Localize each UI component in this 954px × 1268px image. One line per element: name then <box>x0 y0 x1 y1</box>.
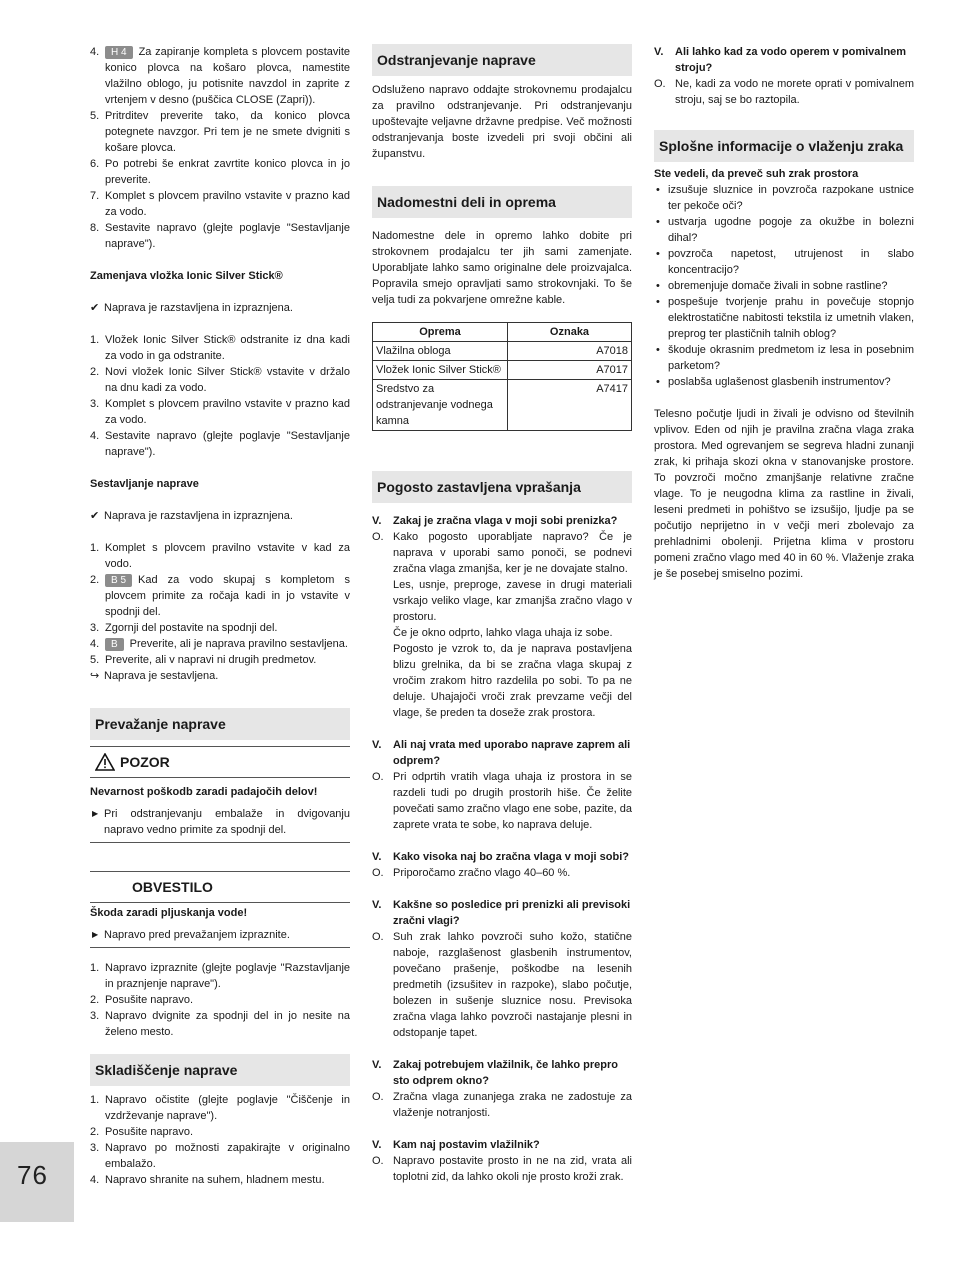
list-item: 1. Komplet s plovcem pravilno vstavite v kad za vodo. <box>90 542 350 570</box>
list-item: 2. Posušite napravo. <box>90 994 194 1006</box>
list-item: 3. Napravo po možnosti zapakirajte v originalno embalažo. <box>90 1142 350 1170</box>
list-item: 6. Po potrebi še enkrat zavrtite konico plovca in jo preverite. <box>90 158 350 186</box>
warning-triangle-icon <box>90 753 120 771</box>
checkmark-icon: ✔ <box>90 510 100 522</box>
humidity-info-text: Telesno počutje ljudi in živali je odvisno od številnih vplivov. Eden od njih je pravilna zračna vlaga zraka prostora. Med ogrevanjem se segreva hladni zunanji zrak, ki prihaja skozi okna v stanovanjske prostore. To povzroči močno zmanjšanje relativne zračne vlage. To je neugodna klima za rastline in živali, leseni predmeti in pohištvo se izsušijo, ljudje pa se počutijo neprijetno in v večji meri zbolevajo za prehladnimi obolenji. Prijetna klima v prostoru pomeni zračno vlago med 40 in 60 %. Vlaženje zraka je še posebej smiselno pozimi. <box>654 408 914 580</box>
list-item: ▶ Pri odstranjevanju embalaže in dvigovanju napravo vedno primite za spodnji del. <box>92 808 350 836</box>
faq-question: V. Ali naj vrata med uporabo naprave zaprem ali odprem? <box>372 739 631 767</box>
bullet-icon: • <box>656 296 660 308</box>
page-number: 76 <box>17 1160 48 1190</box>
bullet-icon: • <box>656 344 660 356</box>
list-item: 8. Sestavite napravo (glejte poglavje "Sestavljanje naprave"). <box>90 222 350 250</box>
column-header: Oznaka <box>508 323 632 342</box>
notice-title: OBVESTILO <box>132 879 213 895</box>
triangle-bullet-icon: ▶ <box>92 930 99 939</box>
list-item: • obremenjuje domače živali in sobne rastline? <box>656 280 888 292</box>
figure-badge: B 5 <box>105 574 132 587</box>
column-right <box>654 44 914 582</box>
list-item: 4. Sestavite napravo (glejte poglavje "Sestavljanje naprave"). <box>90 430 350 458</box>
list-item: • pospešuje tvorjenje prahu in povečuje stopnjo elektrostatične nabitosti tekstila iz umetnih vlaken, preprog ter plastičnih talnih oblog? <box>656 296 914 340</box>
replace-steps <box>90 332 350 460</box>
float-assembly-steps <box>90 44 350 252</box>
list-item: 2. B 5 Kad za vodo skupaj s kompletom s plovcem primite za ročaja kadi in jo vstavite v spodnji del. <box>90 574 350 618</box>
list-item: 5. Preverite, ali v napravi ni drugih predmetov. <box>90 654 317 666</box>
list-item: • izsušuje sluznice in povzroča razpokane ustnice ter pekoče oči? <box>656 184 914 212</box>
caution-title: POZOR <box>120 754 170 770</box>
list-item: 3. Zgornji del postavite na spodnji del. <box>90 622 278 634</box>
list-item: 3. Komplet s plovcem pravilno vstavite v prazno kad za vodo. <box>90 398 350 426</box>
precondition: ✔ Naprava je razstavljena in izpraznjena. <box>90 302 293 314</box>
bullet-icon: • <box>656 216 660 228</box>
humidity-info-subtitle: Ste vedeli, da preveč suh zrak prostora <box>654 168 859 180</box>
table-row: Sredstvo za odstranjevanje vodnega kamna A7417 <box>373 380 632 431</box>
spare-parts-heading: Nadomestni deli in oprema <box>372 186 632 218</box>
faq-question: V. Zakaj je zračna vlaga v moji sobi prenizka? <box>372 515 618 527</box>
disposal-text: Odsluženo napravo oddajte strokovnemu prodajalcu za pravilno odstranjevanje. Pri odstranjevanju upoštevajte veljavne državne predpise. Več možnosti odstranjevanja boste izvedeli pri svoji občini ali županstvu. <box>372 84 632 160</box>
checkmark-icon: ✔ <box>90 302 100 314</box>
faq-answer: O. Suh zrak lahko povzroči suho kožo, statične naboje, razglašenost glasbenih instrumentov, povečano prašenje, poškodbe na lesenih predmetih (izsušitev in razpoke), slabo počutje, bolezen in sušenje sluznice nosu. Previsoka zračna vlaga lahko povzroči nastajanje plesni in odstopanje tapet. <box>372 931 632 1039</box>
notice-title-row <box>90 872 350 903</box>
list-item: 7. Komplet s plovcem pravilno vstavite v prazno kad za vodo. <box>90 190 350 218</box>
transport-heading: Prevažanje naprave <box>90 708 350 740</box>
caution-title-row <box>90 747 350 778</box>
faq-heading: Pogosto zastavljena vprašanja <box>372 471 632 503</box>
figure-badge: H 4 <box>105 46 133 59</box>
triangle-bullet-icon: ▶ <box>92 809 99 818</box>
table-row: Vložek Ionic Silver Stick® A7017 <box>373 361 632 380</box>
faq-answer: O. Priporočamo zračno vlago 40–60 %. <box>372 867 571 879</box>
faq-question: V. Kam naj postavim vlažilnik? <box>372 1139 540 1151</box>
result-line: ↪ Naprava je sestavljena. <box>90 670 219 682</box>
faq-answer: O. Napravo postavite prosto in ne na zid, vrata ali toplotni zid, da lahko okoli nje prosto kroži zrak. <box>372 1155 632 1183</box>
list-item: • poslabša uglašenost glasbenih instrumentov? <box>656 376 891 388</box>
notice-subtitle: Škoda zaradi pljuskanja vode! <box>90 907 248 919</box>
storage-heading: Skladiščenje naprave <box>90 1054 350 1086</box>
list-item: • škoduje okrasnim predmetom iz lesa in posebnim parketom? <box>656 344 914 372</box>
faq-question: V. Kako visoka naj bo zračna vlaga v moji sobi? <box>372 851 629 863</box>
column-left <box>90 44 350 1188</box>
bullet-icon: • <box>656 184 660 196</box>
list-item: 4. H 4 Za zapiranje kompleta s plovcem postavite konico plovca na košaro plovca, namestite vlažilno oblogo, ju potisnite navzdol in zaprite z vrtenjem v desno (puščica CLOSE (Zapri)). <box>90 46 350 106</box>
list-item: 1. Napravo izpraznite (glejte poglavje "Razstavljanje in praznjenje naprave"). <box>90 962 350 990</box>
page-number-box <box>0 1142 74 1222</box>
list-item: 1. Vložek Ionic Silver Stick® odstranite iz dna kadi za vodo in ga odstranite. <box>90 334 350 362</box>
bullet-icon: • <box>656 248 660 260</box>
bullet-icon: • <box>656 280 660 292</box>
spare-parts-text: Nadomestne dele in opremo lahko dobite pri strokovnem prodajalcu ter jih sami zamenjate. Uporabljate lahko samo originalne dele proizvajalca. Popravila smejo opravljati samo strokovnjaki. To še velja tudi za pokvarjene omrežne kable. <box>372 230 632 306</box>
list-item: ▶ Napravo pred prevažanjem izpraznite. <box>92 929 290 941</box>
precondition: ✔ Naprava je razstavljena in izpraznjena. <box>90 510 293 522</box>
faq-answer: O. Zračna vlaga zunanjega zraka ne zadostuje za vlaženje notranjosti. <box>372 1091 632 1119</box>
list-item: 3. Napravo dvignite za spodnji del in jo nesite na želeno mesto. <box>90 1010 350 1038</box>
faq-question: V. Ali lahko kad za vodo operem v pomivalnem stroju? <box>654 46 907 74</box>
list-item: 2. Posušite napravo. <box>90 1126 194 1138</box>
faq-answer: O. Pri odprtih vratih vlaga uhaja iz prostora in se razdeli tudi po drugih prostorih hiše. Če želite povečati samo zračno vlago ene sobe, pazite, da zaprete vrata te sobe, ko naprava deluje. <box>372 771 632 831</box>
accessories-table <box>372 322 632 431</box>
faq-answer: O. Ne, kadi za vodo ne morete oprati v pomivalnem stroju, saj se bo raztopila. <box>654 78 914 106</box>
assembly-steps <box>90 540 350 668</box>
dry-air-effects-list <box>654 182 914 390</box>
notice-items <box>90 927 350 943</box>
list-item: • ustvarja ugodne pogoje za okužbe in bolezni dihal? <box>656 216 914 244</box>
caution-subtitle: Nevarnost poškodb zaradi padajočih delov! <box>90 786 318 798</box>
table-header-row <box>373 323 632 342</box>
list-item: 2. Novi vložek Ionic Silver Stick® vstavite v držalo na dnu kadi za vodo. <box>90 366 350 394</box>
column-middle <box>372 44 632 1185</box>
figure-badge: B <box>105 638 124 651</box>
faq-answer: O. Kako pogosto uporabljate napravo? Če je naprava v uporabi samo ponoči, se podnevi zračna vlaga zmanjša, ker je ne dovajate stalno. Les, usnje, preproge, zavese in drugi materiali vsrkajo veliko vlage, kar zmanjša zračno vlago v prostoru. Če je okno odprto, lahko vlaga uhaja iz sobe. Pogosto je vzrok to, da je naprava postavljena blizu grelnika, da bi se zračna vlaga skupaj z vročim zrakom hitro razdelila po sobi. To pa ne deluje. Uhajajoči vroči zrak prevzame večji del vlage, še preden ta doseže zrak prostora. <box>372 531 632 719</box>
list-item: 1. Napravo očistite (glejte poglavje "Čiščenje in vzdrževanje naprave"). <box>90 1094 350 1122</box>
disposal-heading: Odstranjevanje naprave <box>372 44 632 76</box>
column-header: Oprema <box>373 323 508 342</box>
list-item: 4. Napravo shranite na suhem, hladnem mestu. <box>90 1174 325 1186</box>
notice-box <box>90 871 350 948</box>
faq-question: V. Kakšne so posledice pri prenizki ali previsoki zračni vlagi? <box>372 899 631 927</box>
assembly-heading: Sestavljanje naprave <box>90 478 199 490</box>
replace-heading: Zamenjava vložka Ionic Silver Stick® <box>90 270 283 282</box>
list-item: 4. B Preverite, ali je naprava pravilno sestavljena. <box>90 638 348 650</box>
list-item: • povzroča napetost, utrujenost in slabo koncentracijo? <box>656 248 914 276</box>
humidity-info-heading: Splošne informacije o vlaženju zraka <box>654 130 914 162</box>
result-arrow-icon: ↪ <box>90 670 100 682</box>
faq-question: V. Zakaj potrebujem vlažilnik, če lahko prepro sto odprem okno? <box>372 1059 618 1087</box>
storage-steps <box>90 1092 350 1188</box>
bullet-icon: • <box>656 376 660 388</box>
caution-items <box>90 806 350 838</box>
transport-steps <box>90 960 350 1040</box>
list-item: 5. Pritrditev preverite tako, da konico plovca potegnete navzgor. Pri tem je ne smete dvigniti s košare plovca. <box>90 110 350 154</box>
table-row: Vlažilna obloga A7018 <box>373 342 632 361</box>
caution-box <box>90 746 350 843</box>
